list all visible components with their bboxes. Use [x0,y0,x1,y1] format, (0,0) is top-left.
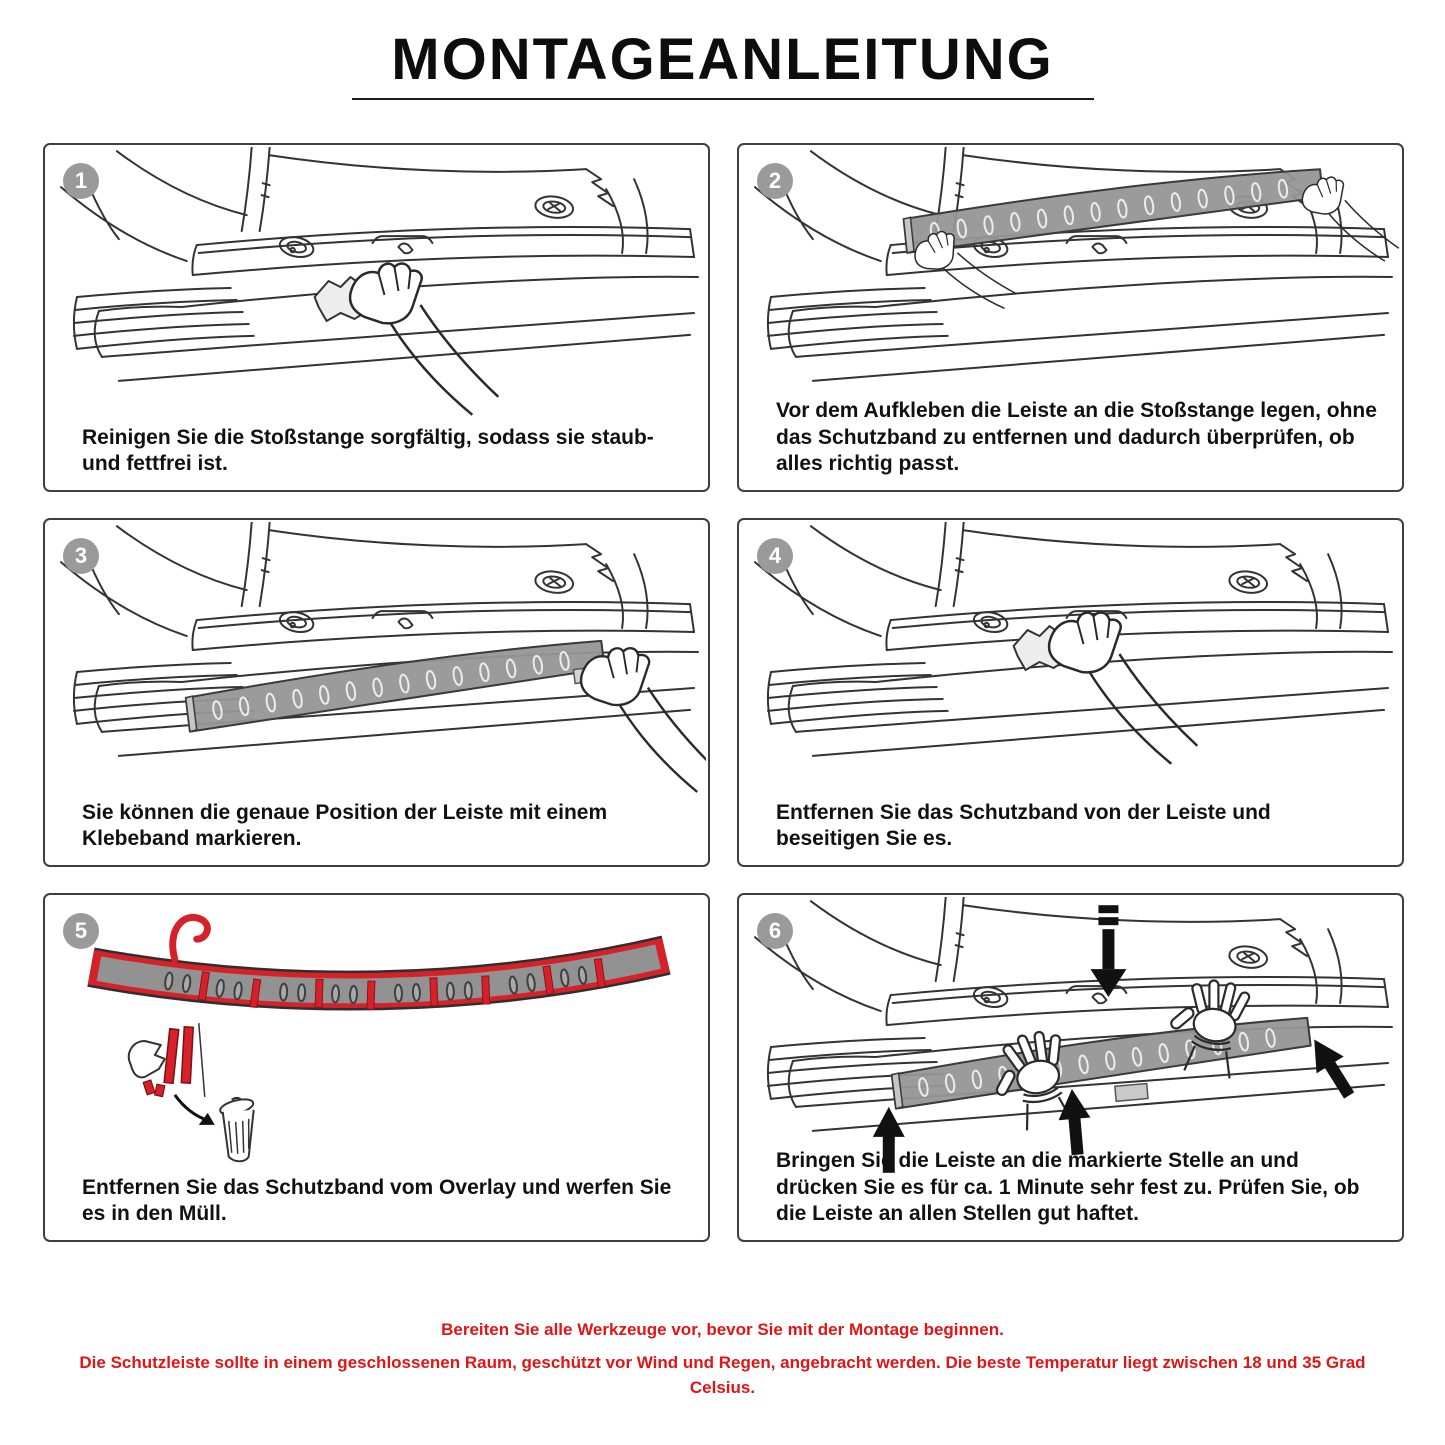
glove-hand-icon [129,1041,165,1077]
step-panel-2 [737,143,1404,492]
illustration-step-1 [47,147,706,429]
note-prepare-tools: Bereiten Sie alle Werkzeuge vor, bevor Sie mit der Montage beginnen. [441,1320,1004,1339]
step-panel-6 [737,893,1404,1242]
red-tape-strip [164,1029,179,1084]
marking-tape-icon [1115,1084,1148,1102]
red-tape-piece [155,1084,165,1096]
step-panel-5 [43,893,710,1242]
overlay-strip-with-red-frame [91,917,666,1009]
discard-tape-scene [129,1023,255,1161]
illustration-step-4 [741,522,1400,804]
step-panel-1 [43,143,710,492]
page-title: MONTAGEANLEITUNG [391,27,1054,92]
step-number-badge: 4 [757,538,793,574]
red-tape-strip [181,1027,193,1083]
step-caption: Vor dem Aufkleben die Leiste an die Stoßstange legen, ohne das Schutzband zu entfernen und dadurch überprüfen, ob alles richtig passt. [776,399,1377,476]
step-number-badge: 5 [63,913,99,949]
trash-can-icon [219,1096,255,1161]
illustration-step-3 [47,522,706,804]
step-number-badge: 6 [757,913,793,949]
step-caption: Entfernen Sie das Schutzband vom Overlay und werfen Sie es in den Müll. [82,1175,672,1226]
header [0,28,1445,100]
illustration-step-2 [741,147,1400,429]
red-peel-curl-icon [173,917,208,959]
step-panel-3 [43,518,710,867]
red-tape-piece [143,1080,155,1095]
step-number-badge: 2 [757,163,793,199]
step-panel-4 [737,518,1404,867]
step-caption: Sie können die genaue Position der Leiste mit einem Klebeband markieren. [82,800,608,851]
step-caption: Bringen Sie die Leiste an die markierte Stelle an und drücken Sie es für ca. 1 Minute sehr fest zu. Prüfen Sie, ob die Leiste an allen Stellen gut haftet. [776,1149,1360,1226]
illustration-step-5 [47,897,706,1179]
title-underline [352,98,1094,100]
note-temperature: Die Schutzleiste sollte in einem geschlossenen Raum, geschützt vor Wind und Regen, angebracht werden. Die beste Temperatur liegt zwischen 18 und 35 Grad Celsius. [79,1353,1366,1397]
step-caption: Entfernen Sie das Schutzband von der Leiste und beseitigen Sie es. [776,800,1271,851]
arrow-to-trash [175,1095,209,1121]
step-number-badge: 1 [63,163,99,199]
step-caption: Reinigen Sie die Stoßstange sorgfältig, sodass sie staub- und fettfrei ist. [82,425,654,476]
step-number-badge: 3 [63,538,99,574]
illustration-step-6 [741,897,1400,1179]
